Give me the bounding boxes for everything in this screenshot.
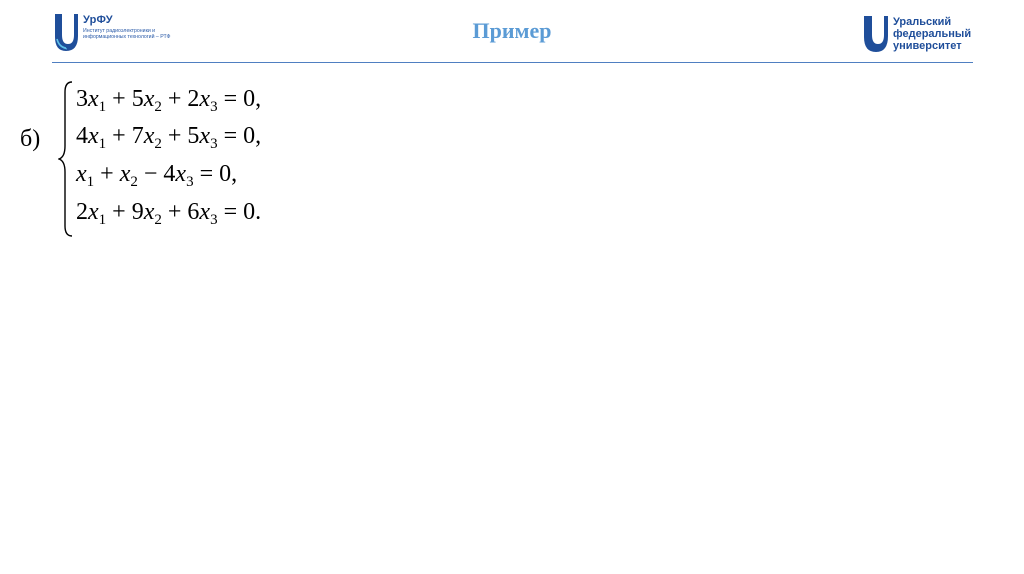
operator: + [94,161,120,187]
variable: x [88,86,99,112]
right-hand-side: = 0, [193,161,238,187]
equation-row [76,199,261,233]
operator: + [161,123,188,149]
variable: x [76,161,87,187]
institute-name: Институт радиоэлектроники и информационных технологий – РТФ [83,28,171,40]
variable: x [143,86,155,112]
variable-index: 1 [98,99,107,115]
coefficient: 2 [76,199,88,225]
right-hand-side: = 0, [217,123,262,149]
variable-index: 3 [210,136,218,152]
coefficient: 3 [76,86,88,112]
urfu-u-mark-icon [863,15,889,53]
variable: x [199,123,211,149]
variable-index: 3 [210,99,218,115]
variable: x [119,161,131,187]
operator: + [161,199,188,225]
coefficient: 2 [187,86,200,112]
variable-index: 2 [154,212,162,228]
variable-index: 3 [210,212,218,228]
variable-index: 1 [86,174,95,190]
header-divider [52,62,973,63]
coefficient: 9 [131,199,144,225]
right-hand-side: = 0. [217,199,262,225]
variable-index: 1 [98,136,107,152]
variable-index: 2 [130,174,138,190]
urfu-brand: УрФУ [83,14,113,26]
ural-federal-university-logo [863,15,993,55]
item-label: б) [20,126,41,152]
coefficient: 5 [131,86,144,112]
variable-index: 3 [186,174,194,190]
coefficient: 4 [163,161,176,187]
variable-index: 2 [154,99,162,115]
operator: + [106,123,132,149]
variable: x [88,123,99,149]
variable-index: 1 [98,212,107,228]
slide-header [0,0,1024,66]
variable: x [143,199,155,225]
university-name-line1: Уральский [893,16,952,28]
variable: x [175,161,187,187]
university-name-line2: федеральный [893,28,972,40]
variable: x [199,199,211,225]
operator: + [106,86,132,112]
operator: + [161,86,188,112]
coefficient: 6 [187,199,200,225]
left-brace-icon [58,80,74,238]
right-hand-side: = 0, [217,86,262,112]
operator: − [137,161,164,187]
university-name [893,16,971,52]
page-title: Пример [472,18,552,43]
variable-index: 2 [154,136,162,152]
operator: + [106,199,132,225]
coefficient: 7 [131,123,144,149]
variable: x [143,123,155,149]
coefficient: 4 [76,123,88,149]
equation-row [76,161,237,195]
variable: x [199,86,211,112]
university-name-line3: университет [893,40,962,52]
equation-row [76,86,261,120]
equation-system [58,80,338,240]
coefficient: 5 [187,123,200,149]
equation-row [76,123,261,157]
variable: x [88,199,99,225]
